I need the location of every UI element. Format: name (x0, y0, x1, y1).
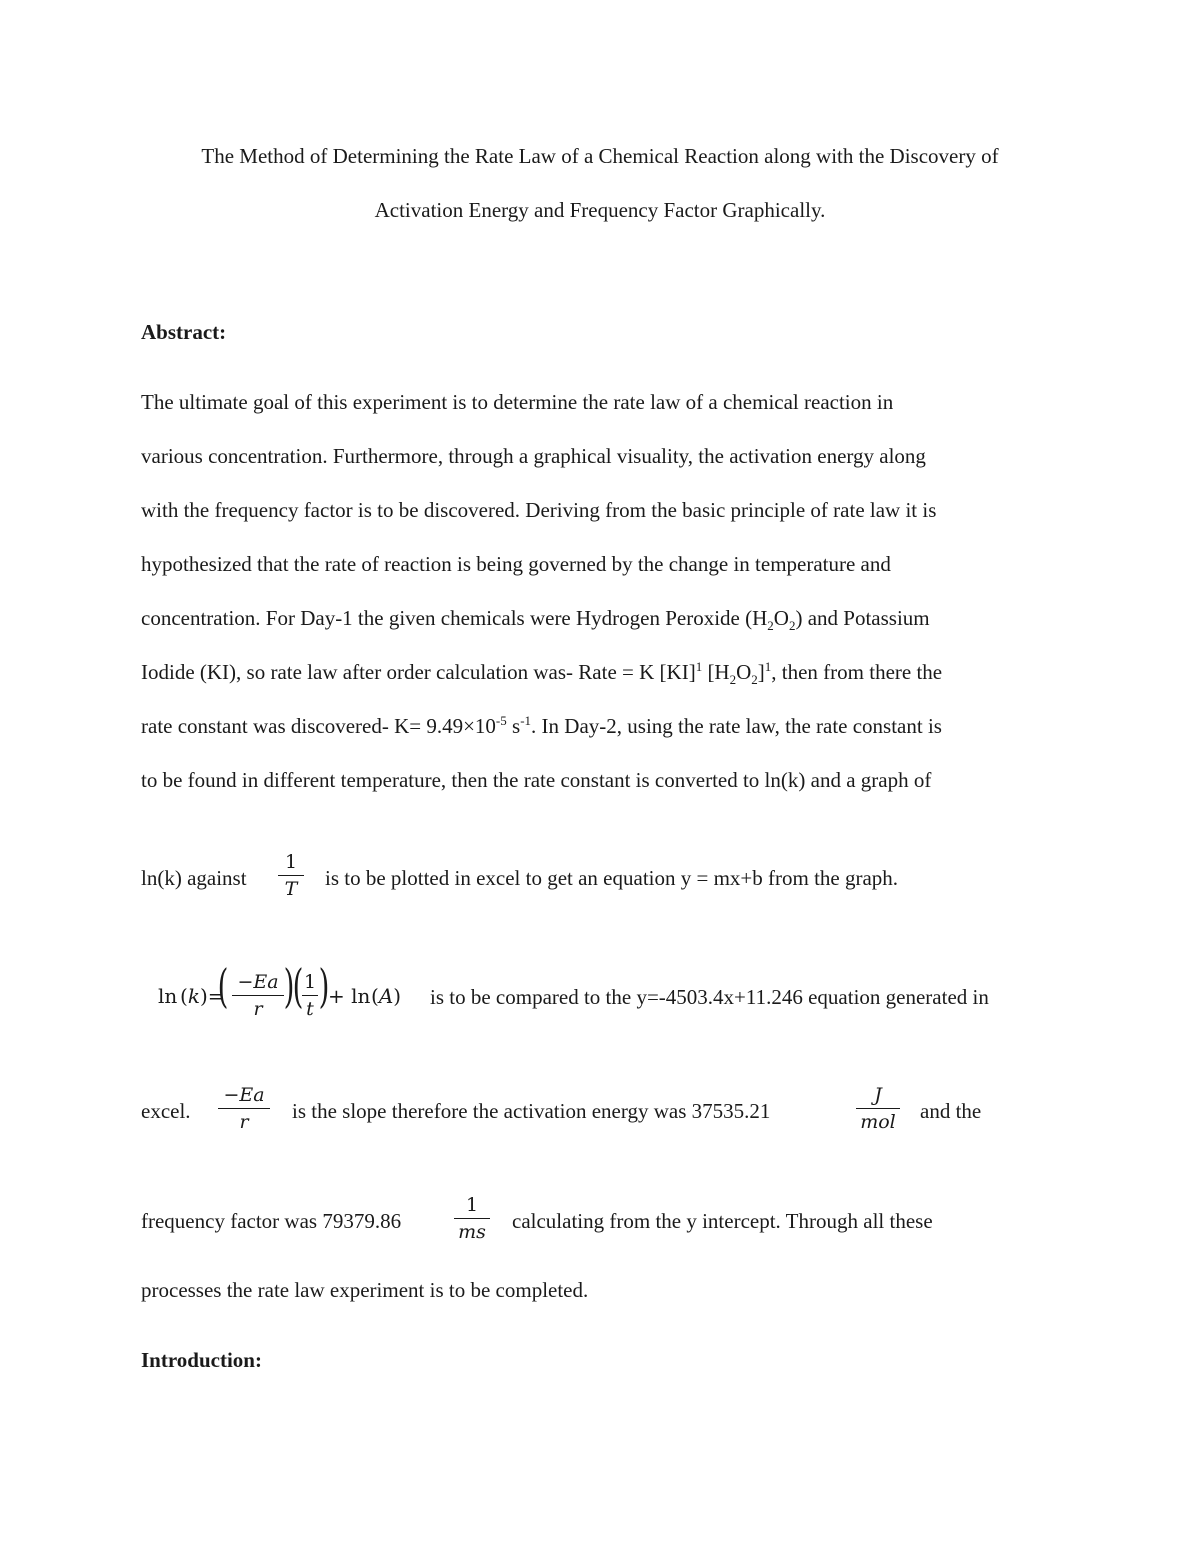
ms-bar (454, 1218, 490, 1219)
exp-neg5: -5 (495, 713, 507, 728)
ki-order: 1 (695, 659, 703, 674)
slope-den: r (239, 1111, 249, 1133)
h2o2-sub-h-2: 2 (729, 672, 737, 688)
exp-neg1: -1 (520, 713, 532, 728)
abstract-heading: Abstract: (141, 320, 227, 344)
line11-post: and the (920, 1099, 982, 1123)
eq-paren-right-2: ) (318, 959, 330, 1013)
eq-paren-left-1: ( (217, 959, 229, 1013)
line7-mid: s (506, 714, 521, 738)
h2o2-sub-h: 2 (767, 618, 774, 634)
line11-mid: is the slope therefore the activation energy was 37535.21 (292, 1099, 771, 1123)
introduction-heading: Introduction: (141, 1348, 262, 1372)
line11-pre: excel. (141, 1099, 191, 1123)
frac-r: r (253, 998, 263, 1020)
fraction-one-over-T (278, 850, 304, 901)
abstract-line-6: Iodide (KI), so rate law after order calculation was- Rate = K [KI]$^1$ $[H_2O_2]^1$, then from there the (141, 659, 943, 688)
h2o2-order: 1 (764, 659, 772, 674)
frac-num: 1 (284, 851, 298, 873)
frac-bar-t (302, 995, 318, 996)
eq-k-var: k (187, 984, 200, 1008)
line5-mid: ) and Potassium (795, 606, 930, 630)
frac-bar (278, 875, 304, 876)
line7-pre: rate constant was discovered- K= 9.49×10 (141, 714, 496, 738)
eq-k: (k)= (180, 984, 225, 1008)
title-line-1: The Method of Determining the Rate Law of a Chemical Reaction along with the Discovery of (201, 144, 999, 168)
fraction-slope (218, 1083, 270, 1134)
eq-paren-right-1: ) (283, 959, 295, 1013)
abstract-line-2: various concentration. Furthermore, through a graphical visuality, the activation energy along (141, 444, 926, 468)
fraction-j-per-mol (856, 1083, 900, 1134)
fraction-one-over-ms (454, 1193, 490, 1244)
abstract-line-3: with the frequency factor is to be discovered. Deriving from the basic principle of rate law it is (141, 498, 937, 522)
abstract-line-13: processes the rate law experiment is to be completed. (141, 1278, 589, 1302)
line6-post: , then from there the (771, 660, 943, 684)
eq-a: (A) (371, 984, 402, 1008)
frac-den: T (284, 878, 298, 900)
unit-j: J (874, 1084, 882, 1106)
ms-num: 1 (465, 1194, 479, 1216)
eq-comparison-text: is to be compared to the y=-4503.4x+11.246 equation generated in (430, 985, 989, 1009)
slope-bar (218, 1108, 270, 1109)
fraction-one-over-t (302, 970, 318, 1021)
abstract-line-1: The ultimate goal of this experiment is to determine the rate law of a chemical reaction in (141, 390, 894, 414)
frac-t: t (306, 998, 314, 1020)
abstract-line-5: concentration. For Day-1 the given chemicals were Hydrogen Peroxide $(H_2O_2)$ and Potassium (141, 606, 930, 634)
frac-neg-ea: −Ea (237, 971, 279, 993)
line6-mid: [H (702, 660, 730, 684)
eq-a-var: A (378, 984, 394, 1008)
line7-post: . In Day-2, using the rate law, the rate constant is (531, 714, 942, 738)
unit-bar (856, 1108, 900, 1109)
fraction-neg-ea-over-r (232, 970, 284, 1021)
line12-pre: frequency factor was 79379.86 (141, 1209, 402, 1233)
unit-mol: mol (860, 1111, 896, 1133)
ms-den: ms (458, 1221, 486, 1243)
abstract-line-7 (141, 714, 942, 739)
abstract-line-4: hypothesized that the rate of reaction is being governed by the change in temperature and (141, 552, 891, 576)
line6-pre: Iodide (KI), so rate law after order calculation was- Rate = K [KI] (141, 660, 696, 684)
title-line-2: Activation Energy and Frequency Factor Graphically. (374, 198, 826, 222)
frac-bar-ea (232, 995, 284, 996)
line5-pre: concentration. For Day-1 the given chemicals were Hydrogen Peroxide (H (141, 606, 768, 630)
line9-pre: ln(k) against (141, 866, 247, 890)
eq-plus-ln: + ln (328, 984, 371, 1008)
h2o2-sub-o-2: 2 (751, 672, 758, 688)
abstract-line-8: to be found in different temperature, then the rate constant is converted to ln(k) and a graph of (141, 768, 932, 792)
line12-post: calculating from the y intercept. Through all these (512, 1209, 933, 1233)
eq-paren-left-2: ( (292, 959, 304, 1013)
eq-ln-label: ln (158, 984, 178, 1008)
frac-one-2: 1 (303, 971, 317, 993)
h2o2-sub-o: 2 (788, 618, 796, 634)
line9-post: is to be plotted in excel to get an equation y = mx+b from the graph. (325, 866, 899, 890)
slope-num: −Ea (223, 1084, 265, 1106)
